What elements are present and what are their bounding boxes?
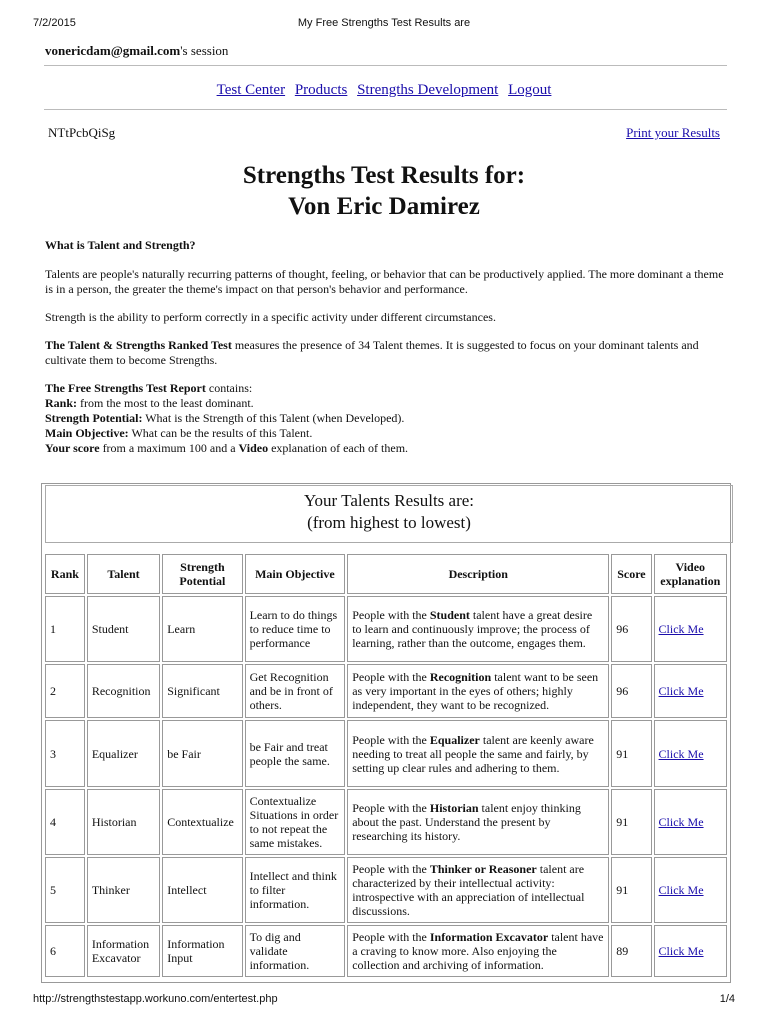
video-cell [654,720,727,787]
talent-cell: Recognition [87,664,160,718]
rank-cell: 1 [45,596,85,662]
description-talent-name: Student [429,608,470,622]
top-nav [0,82,768,99]
description-text: talent enjoy thinking about the past. Understand the present by researching its history. [352,801,581,843]
score-cell: 89 [611,925,651,977]
talent-cell: Historian [87,789,160,855]
table-row [45,789,727,855]
ranked-test-bold: The Talent & Strengths Ranked Test [45,338,232,352]
rank-cell: 4 [45,789,85,855]
description-text: People with the [352,862,430,876]
results-table [43,552,729,979]
score-text: from a maximum 100 and a [99,441,239,455]
strength-paragraph: Strength is the ability to perform correctly in a specific activity under different circumstances. [45,310,496,324]
video-cell [654,664,727,718]
session-user: vonericdam@gmail.com [45,43,181,58]
header-score: Score [611,554,651,594]
video-link[interactable]: Click Me [658,815,704,829]
video-link[interactable]: Click Me [658,944,704,958]
ranked-test-text: measures the presence of 34 Talent themes. It is suggested to focus on your dominant talents and cultivate them to become Strengths. [45,338,699,367]
session-code: NTtPcbQiSg [48,125,116,140]
print-date: 7/2/2015 [33,17,76,29]
description-talent-name: Thinker or Reasoner [429,862,537,876]
objective-cell: To dig and validate information. [245,925,346,977]
video-cell [654,925,727,977]
nav-products[interactable]: Products [294,82,348,98]
description-text: People with the [352,732,430,747]
description-cell [347,720,609,787]
table-row [45,720,727,787]
video-link[interactable]: Click Me [658,684,704,698]
results-title-line2: (from highest to lowest) [307,513,471,532]
video-cell [654,596,727,662]
potential-cell: Intellect [162,857,242,923]
nav-logout[interactable]: Logout [508,82,552,98]
talent-cell: Thinker [87,857,160,923]
nav-strengths-development[interactable]: Strengths Development [357,82,499,98]
video-text: explanation of each of them. [268,441,409,455]
rank-bold: Rank: [45,396,78,410]
score-cell: 96 [611,664,651,718]
print-url: http://strengthstestapp.workuno.com/entertest.php [33,993,278,1005]
description-text: talent have a craving to know more. Also enjoying the collection and archiving of information. [352,930,604,972]
divider [44,65,727,66]
score-cell: 91 [611,720,651,787]
potential-cell: Contextualize [162,789,242,855]
header-talent: Talent [87,554,160,594]
session-info [45,43,228,59]
table-row [45,925,727,977]
table-header-row [45,554,727,594]
description-text: People with the [352,670,430,684]
objective-cell: Intellect and think to filter information. [245,857,346,923]
description-talent-name: Historian [429,801,479,815]
print-title: My Free Strengths Test Results are [297,17,471,29]
description-text: talent are keenly aware needing to treat all people the same and fairly, by setting up clear rules and adhering to them. [352,732,594,775]
score-bold: Your score [45,441,100,455]
description-talent-name: Information Excavator [429,930,549,944]
results-title [45,485,733,543]
report-bold: The Free Strengths Test Report [45,381,206,395]
objective-bold: Main Objective: [45,426,129,440]
rank-cell: 5 [45,857,85,923]
ranked-test-paragraph [45,338,727,368]
video-link[interactable]: Click Me [658,746,704,761]
description-text: talent want to be seen as very important in the eyes of others; highly independent, they want to be recognized. [352,670,599,712]
rank-cell: 6 [45,925,85,977]
report-contents [45,381,727,456]
header-rank: Rank [45,554,85,594]
description-cell [347,857,609,923]
table-row [45,596,727,662]
divider [44,109,727,110]
table-row [45,664,727,718]
description-cell [347,596,609,662]
header-objective: Main Objective [245,554,346,594]
description-text: talent have a great desire to learn and continuously improve; the process of learning, rather than the outcome, engages them. [352,608,593,650]
talent-cell: Information Excavator [87,925,160,977]
objective-cell: Contextualize Situations in order to not repeat the same mistakes. [245,789,346,855]
potential-cell: be Fair [162,720,242,787]
potential-cell: Significant [162,664,242,718]
objective-cell: be Fair and treat people the same. [245,720,346,787]
intro-section [45,238,727,456]
print-results-link[interactable]: Print your Results [626,125,720,140]
description-text: People with the [352,608,430,622]
session-suffix: 's session [180,43,229,58]
header-description: Description [347,554,609,594]
potential-bold: Strength Potential: [45,411,143,425]
video-bold: Video [238,441,269,455]
description-talent-name: Equalizer [429,732,480,747]
description-text: talent are characterized by their intellectual activity: introspective with an appreciation of intellectual discussions. [352,862,585,918]
description-cell [347,789,609,855]
objective-cell: Learn to do things to reduce time to performance [245,596,346,662]
video-cell [654,857,727,923]
description-cell [347,925,609,977]
video-link[interactable]: Click Me [658,622,704,636]
intro-question: What is Talent and Strength? [45,238,196,252]
video-link[interactable]: Click Me [658,883,704,897]
objective-text: What can be the results of this Talent. [128,426,313,440]
talent-cell: Equalizer [87,720,160,787]
video-cell [654,789,727,855]
potential-cell: Learn [162,596,242,662]
page-title [0,160,768,222]
rank-cell: 3 [45,720,85,787]
rank-text: from the most to the least dominant. [77,396,254,410]
objective-cell: Get Recognition and be in front of others. [245,664,346,718]
potential-cell: Information Input [162,925,242,977]
table-row [45,857,727,923]
nav-test-center[interactable]: Test Center [216,82,286,98]
header-potential: Strength Potential [162,554,242,594]
talent-cell: Student [87,596,160,662]
results-title-line1: Your Talents Results are: [303,491,475,510]
talents-paragraph: Talents are people's naturally recurring patterns of thought, feeling, or behavior that can be productively applied. The more dominant a theme is in a person, the greater the theme's impact on that person's behavior and performance. [45,267,724,296]
score-cell: 91 [611,857,651,923]
score-cell: 91 [611,789,651,855]
report-text: contains: [205,381,253,395]
rank-cell: 2 [45,664,85,718]
page-number: 1/4 [719,993,735,1005]
header-video: Video explanation [654,554,727,594]
score-cell: 96 [611,596,651,662]
page-title-line1: Strengths Test Results for: [242,162,526,189]
description-text: People with the [352,801,430,815]
description-cell [347,664,609,718]
description-text: People with the [352,930,430,944]
page-title-name: Von Eric Damirez [288,193,480,220]
description-talent-name: Recognition [429,670,492,684]
potential-text: What is the Strength of this Talent (when Developed). [142,411,405,425]
